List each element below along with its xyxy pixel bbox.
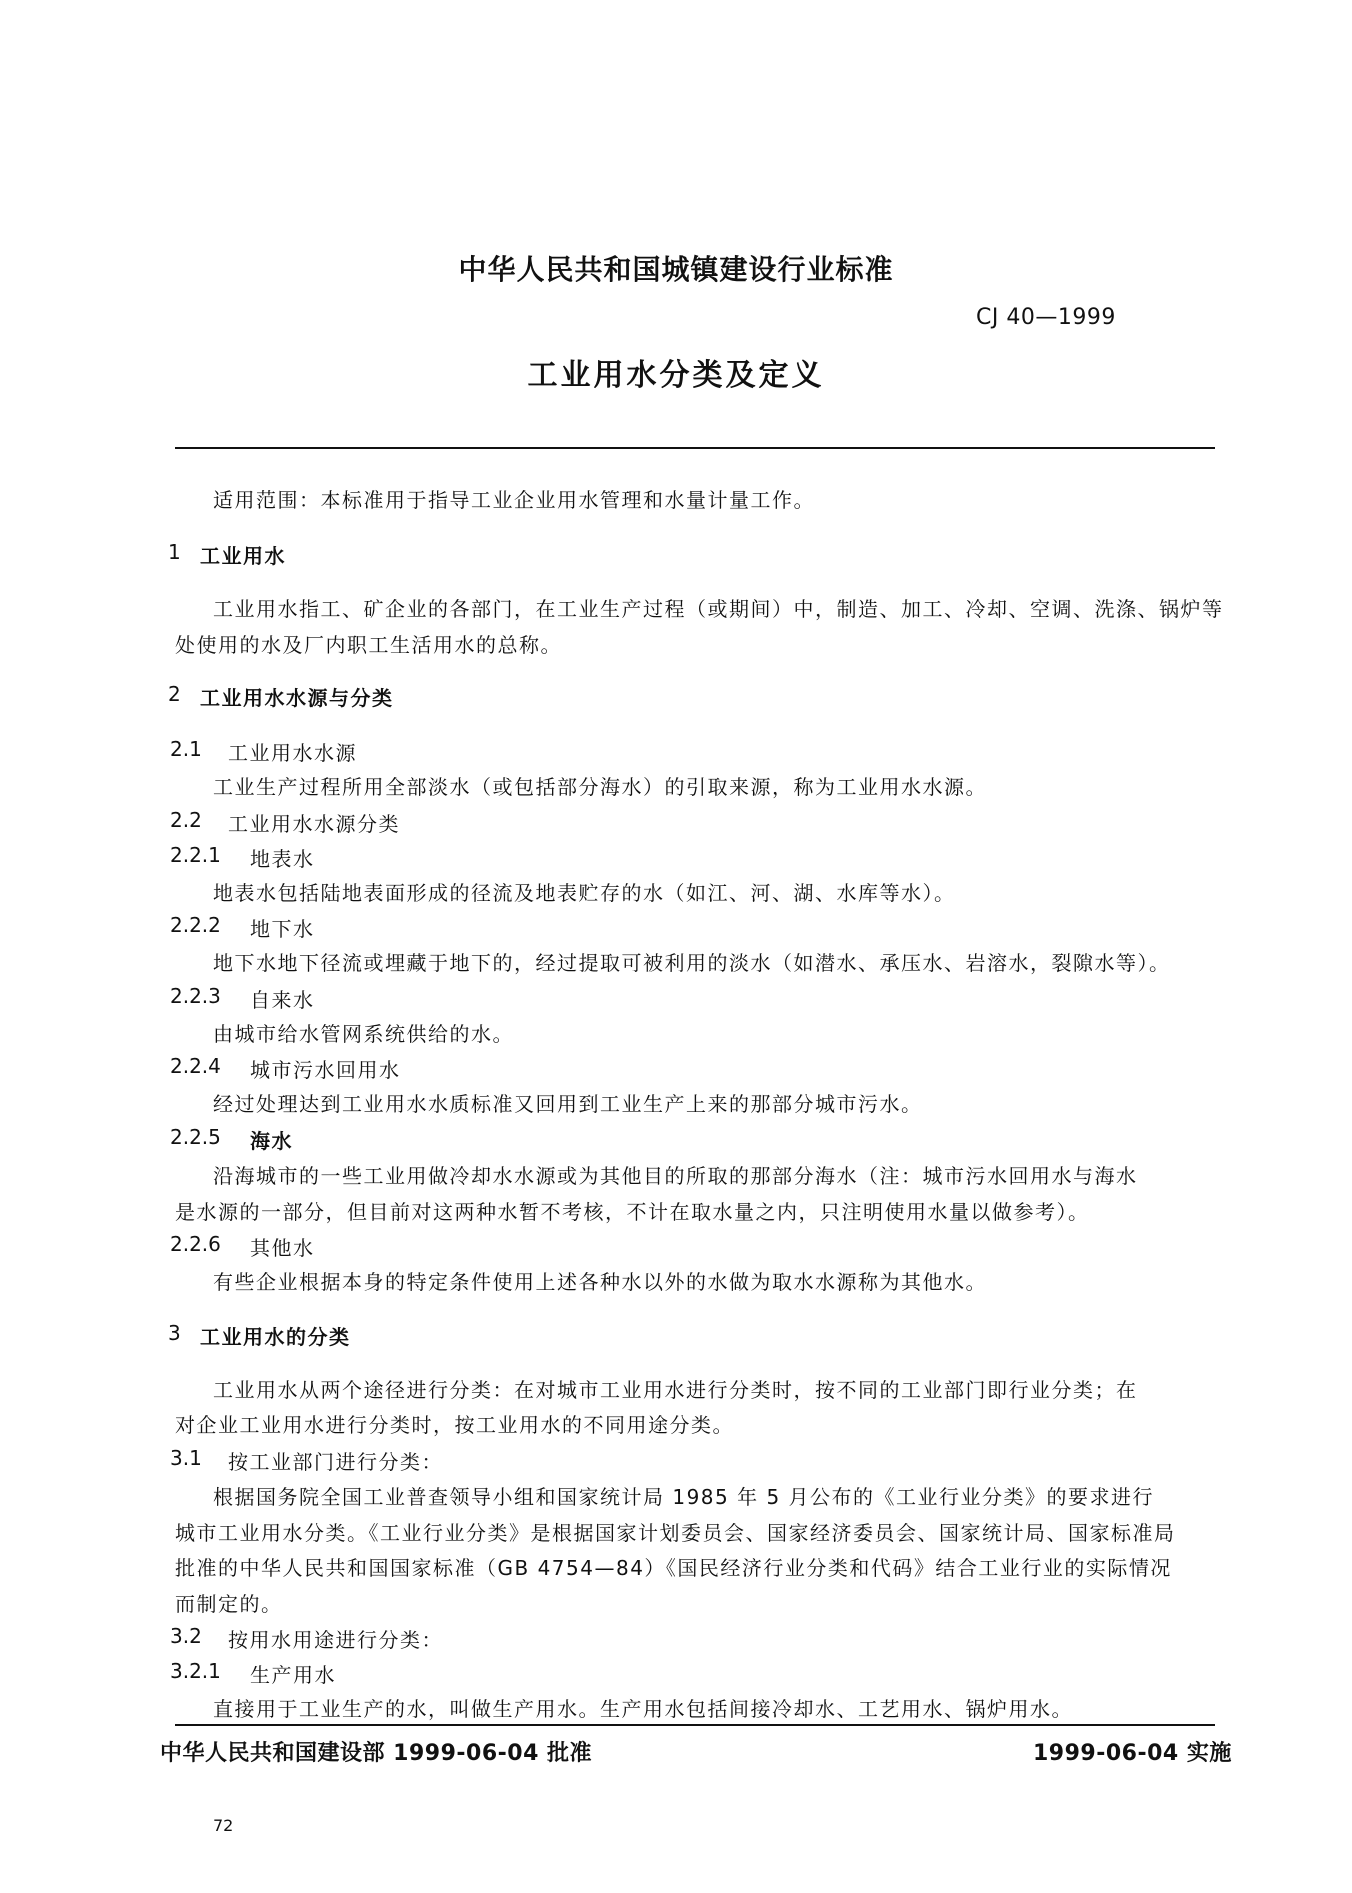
section-2-2-6-title: 其他水 <box>250 1236 315 1260</box>
section-2-2-4-text: 经过处理达到工业用水水质标准又回用到工业生产上来的那部分城市污水。 <box>213 1092 923 1116</box>
section-3-para-line-1: 工业用水从两个途径进行分类：在对城市工业用水进行分类时，按不同的工业部门即行业分类；在 <box>213 1378 1138 1402</box>
section-2-1-text: 工业生产过程所用全部淡水（或包括部分海水）的引取来源，称为工业用水水源。 <box>213 775 987 799</box>
section-2-1-title: 工业用水水源 <box>228 741 357 765</box>
section-2-2-4-number: 2.2.4 <box>170 1054 221 1078</box>
section-2-2-2-text: 地下水地下径流或埋藏于地下的，经过提取可被利用的淡水（如潜水、承压水、岩溶水，裂隙水等）。 <box>213 951 1171 975</box>
section-2-2-1-title: 地表水 <box>250 847 315 871</box>
section-2-2-1-text: 地表水包括陆地表面形成的径流及地表贮存的水（如江、河、湖、水库等水）。 <box>213 881 956 905</box>
section-2-2-5-title: 海水 <box>250 1129 293 1153</box>
section-2-2-5-text-line-2: 是水源的一部分，但目前对这两种水暂不考核，不计在取水量之内，只注明使用水量以做参考）。 <box>175 1200 1090 1224</box>
issuing-authority-heading: 中华人民共和国城镇建设行业标准 <box>458 253 894 286</box>
document-title: 工业用水分类及定义 <box>527 358 825 393</box>
section-2-2-2-title: 地下水 <box>250 917 315 941</box>
section-2-2-3-text: 由城市给水管网系统供给的水。 <box>213 1022 514 1046</box>
section-3-1-line-4: 而制定的。 <box>175 1592 283 1616</box>
section-2-2-title: 工业用水水源分类 <box>228 812 400 836</box>
section-2-title: 工业用水水源与分类 <box>200 686 394 710</box>
section-3-number: 3 <box>168 1321 181 1345</box>
section-3-2-1-number: 3.2.1 <box>170 1659 221 1683</box>
section-2-number: 2 <box>168 682 181 706</box>
effective-date: 1999-06-04 实施 <box>1033 1741 1232 1766</box>
section-1-para-line-2: 处使用的水及厂内职工生活用水的总称。 <box>175 633 562 657</box>
section-3-2-number: 3.2 <box>170 1624 202 1648</box>
section-2-2-5-number: 2.2.5 <box>170 1125 221 1149</box>
footer-divider <box>175 1724 1215 1726</box>
section-2-2-3-title: 自来水 <box>250 988 315 1012</box>
section-1-number: 1 <box>168 540 181 564</box>
scope-statement: 适用范围：本标准用于指导工业企业用水管理和水量计量工作。 <box>213 488 815 512</box>
section-2-2-3-number: 2.2.3 <box>170 984 221 1008</box>
section-2-2-2-number: 2.2.2 <box>170 913 221 937</box>
section-2-2-6-text: 有些企业根据本身的特定条件使用上述各种水以外的水做为取水水源称为其他水。 <box>213 1270 987 1294</box>
section-2-2-4-title: 城市污水回用水 <box>250 1058 401 1082</box>
section-3-1-number: 3.1 <box>170 1446 202 1470</box>
page-number: 72 <box>213 1816 234 1835</box>
section-2-2-1-number: 2.2.1 <box>170 843 221 867</box>
section-2-2-number: 2.2 <box>170 808 202 832</box>
standard-code: CJ 40—1999 <box>976 305 1116 330</box>
section-3-2-1-text: 直接用于工业生产的水，叫做生产用水。生产用水包括间接冷却水、工艺用水、锅炉用水。 <box>213 1697 1073 1721</box>
section-3-1-title: 按工业部门进行分类： <box>228 1450 443 1474</box>
section-3-1-line-3: 批准的中华人民共和国国家标准（GB 4754—84）《国民经济行业分类和代码》结合工业行业的实际情况 <box>175 1556 1172 1580</box>
section-2-2-5-text-line-1: 沿海城市的一些工业用做冷却水水源或为其他目的所取的那部分海水（注：城市污水回用水与海水 <box>213 1164 1138 1188</box>
section-3-1-line-1: 根据国务院全国工业普查领导小组和国家统计局 1985 年 5 月公布的《工业行业分类》的要求进行 <box>213 1485 1155 1509</box>
section-3-2-title: 按用水用途进行分类： <box>228 1628 443 1652</box>
section-2-2-6-number: 2.2.6 <box>170 1232 221 1256</box>
section-2-1-number: 2.1 <box>170 737 202 761</box>
section-3-title: 工业用水的分类 <box>200 1325 351 1349</box>
section-1-para-line-1: 工业用水指工、矿企业的各部门，在工业生产过程（或期间）中，制造、加工、冷却、空调、洗涤、锅炉等 <box>213 597 1224 621</box>
section-3-1-line-2: 城市工业用水分类。《工业行业分类》是根据国家计划委员会、国家经济委员会、国家统计局、国家标准局 <box>175 1521 1176 1545</box>
approval-line: 中华人民共和国建设部 1999-06-04 批准 <box>160 1741 593 1766</box>
section-3-2-1-title: 生产用水 <box>250 1663 336 1687</box>
header-divider <box>175 447 1215 449</box>
section-1-title: 工业用水 <box>200 544 286 568</box>
section-3-para-line-2: 对企业工业用水进行分类时，按工业用水的不同用途分类。 <box>175 1413 734 1437</box>
